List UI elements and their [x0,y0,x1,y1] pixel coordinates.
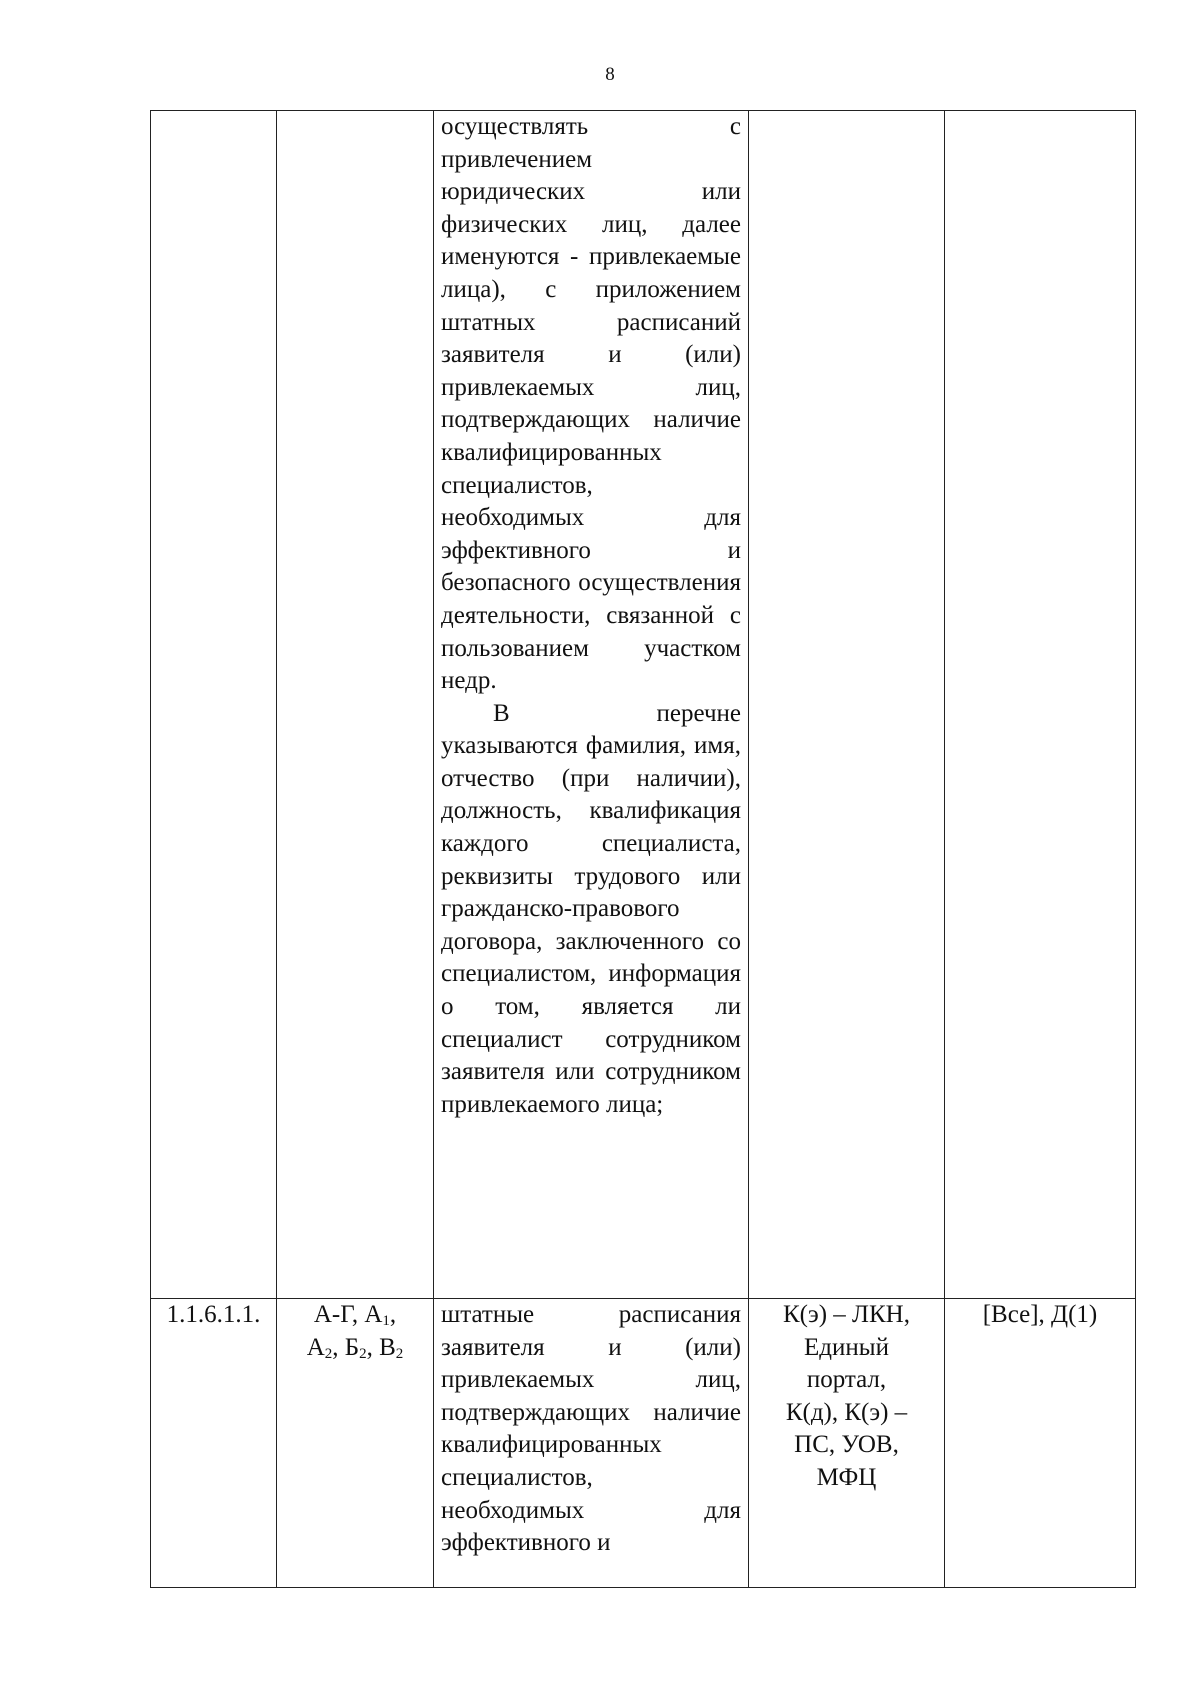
method-line: ПС, УОВ, [794,1431,899,1459]
method-line: портал, [806,1366,887,1394]
item-number: 1.1.6.1.1. [166,1301,261,1328]
page-number: 8 [605,64,615,85]
cell-number [151,1299,277,1588]
categories-line-1: А-Г, $А_1$, [313,1301,397,1329]
cell-recipients [945,1299,1136,1588]
document-table [150,110,1136,1588]
cell-description [434,111,749,1299]
cell-recipients [945,111,1136,1299]
cell-categories [277,1299,434,1588]
description-paragraph: штатные расписания заявителя и (или) привлекаемых лиц, подтверждающих наличие квалифицированных специалистов, необходимых для эффективного и [441,1301,741,1557]
description-paragraph: осуществлять с привлечением юридических или физических лиц, далее именуются - привлекаемые лица), с приложением штатных расписаний заявителя и (или) привлекаемых лиц, подтверждающих наличие квалифицированных специалистов, необходимых для эффективного и безопасного осуществления деятельности, связанной с пользованием участком недр. [441,113,741,695]
description-paragraph: В перечне указываются фамилия, имя, отчество (при наличии), должность, квалификация каждого специалиста, реквизиты трудового или гражданско-правового договора, заключенного со специалистом, информация о том, является ли специалист сотрудником заявителя или сотрудником привлекаемого лица; [441,699,741,1118]
recipients-text: [Все], Д(1) [982,1301,1098,1328]
method-line: К(д), К(э) – [785,1398,908,1426]
method-line: Единый [804,1333,889,1361]
cell-description [434,1299,749,1588]
table-row [151,1299,1136,1588]
cell-number [151,111,277,1299]
method-line: МФЦ [816,1463,877,1491]
cell-categories [277,111,434,1299]
cell-method [749,111,945,1299]
cell-method [749,1299,945,1588]
table-row [151,111,1136,1299]
method-line: К(э) – ЛКН, [783,1301,910,1328]
categories-line-2: $А_2$, $Б_2$, $В_2$ [306,1333,404,1362]
